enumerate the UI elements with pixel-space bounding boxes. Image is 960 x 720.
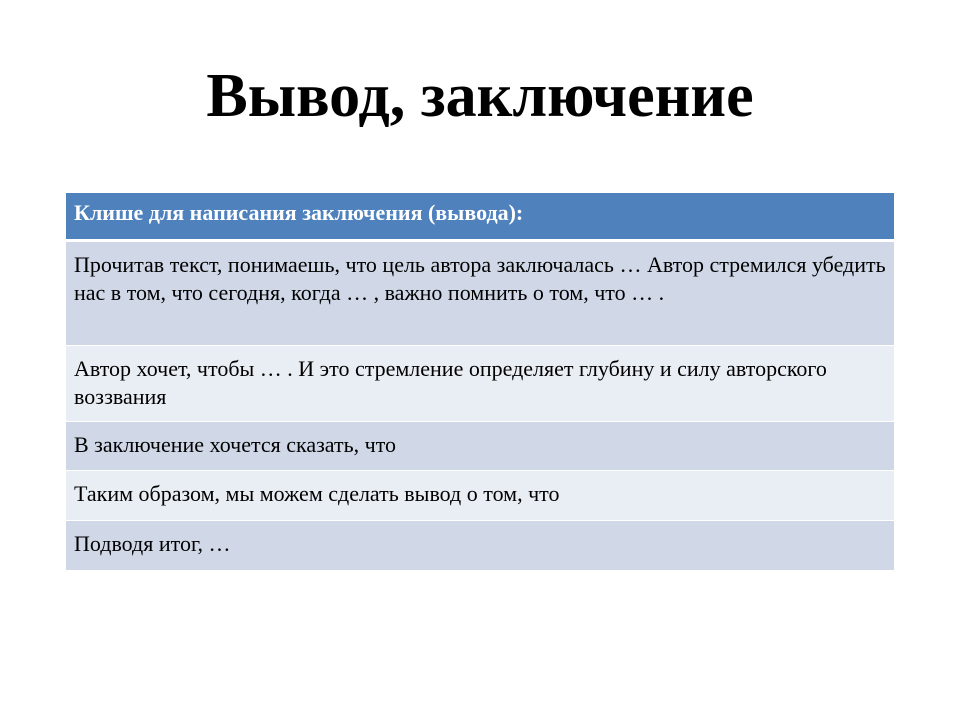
- slide-title: Вывод, заключение: [206, 62, 754, 130]
- table-cell: Таким образом, мы можем сделать вывод о том, что: [66, 471, 894, 521]
- table-row: [66, 241, 894, 346]
- cliche-table-container: [66, 193, 894, 571]
- table-cell: Подводя итог, …: [66, 521, 894, 571]
- table-row: [66, 521, 894, 571]
- table-cell: Прочитав текст, понимаешь, что цель автора заключалась … Автор стремился убедить нас в том, что сегодня, когда … , важно помнить о том, что … .: [66, 241, 894, 346]
- table-row: [66, 422, 894, 471]
- table-cell: В заключение хочется сказать, что: [66, 422, 894, 471]
- table-cell: Автор хочет, чтобы … . И это стремление определяет глубину и силу авторского воззвания: [66, 346, 894, 422]
- table-row: [66, 346, 894, 422]
- table-row: [66, 471, 894, 521]
- table-header-row: [66, 193, 894, 241]
- cliche-table: [66, 193, 894, 571]
- table-header-cell: Клише для написания заключения (вывода):: [66, 193, 894, 241]
